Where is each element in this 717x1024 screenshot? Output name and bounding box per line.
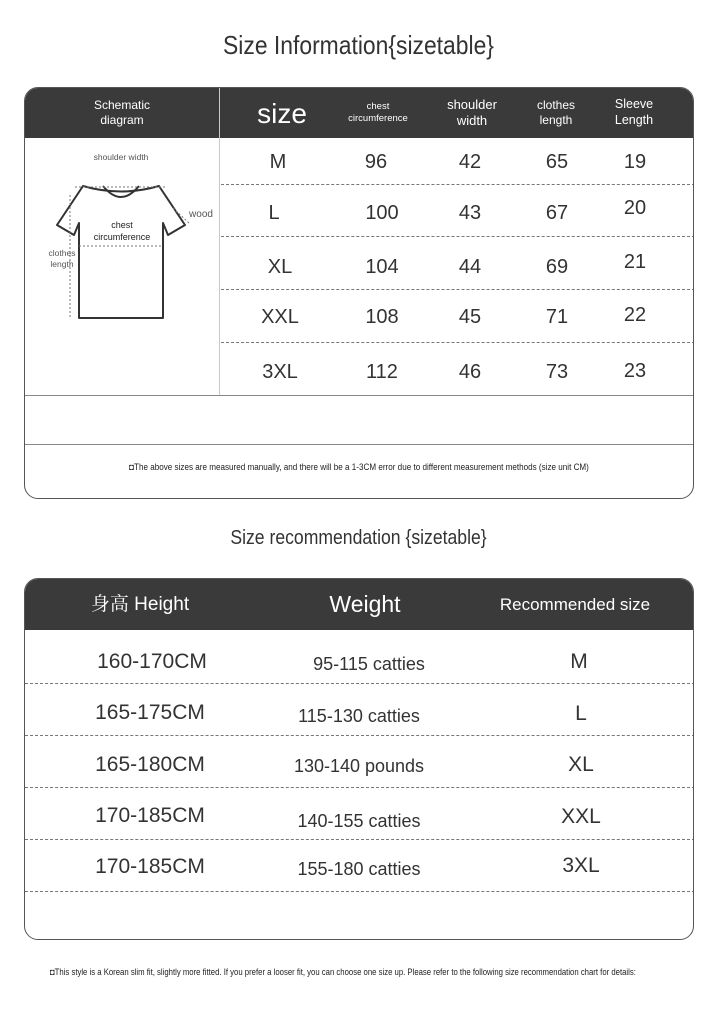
cell-height: 165-180CM bbox=[95, 753, 205, 776]
cell-size: M bbox=[269, 151, 287, 173]
cell-height: 170-185CM bbox=[95, 804, 205, 827]
cell-weight: 115-130 catties bbox=[298, 706, 420, 726]
row-divider bbox=[221, 184, 694, 185]
cell-length: 67 bbox=[545, 202, 569, 224]
header-chest: chest circumference bbox=[348, 101, 408, 124]
cell-recommended-size: L bbox=[575, 702, 587, 725]
cell-sleeve: 21 bbox=[623, 251, 647, 273]
cell-chest: 108 bbox=[365, 306, 399, 328]
cell-length: 65 bbox=[545, 151, 569, 173]
cell-recommended-size: 3XL bbox=[562, 854, 600, 877]
size-table-header bbox=[25, 88, 693, 138]
cell-sleeve: 23 bbox=[623, 360, 647, 382]
cell-height: 160-170CM bbox=[97, 650, 207, 673]
table-divider bbox=[25, 444, 693, 445]
cell-shoulder: 45 bbox=[458, 306, 482, 328]
diagram-label-sleeve: wood bbox=[189, 209, 213, 220]
cell-recommended-size: XXL bbox=[561, 805, 601, 828]
diagram-label-shoulder: shoulder width bbox=[93, 152, 149, 162]
header-schematic: Schematic diagram bbox=[93, 98, 151, 127]
cell-height: 165-175CM bbox=[95, 701, 205, 724]
diagram-label-length: clothes length bbox=[48, 248, 76, 270]
tshirt-icon bbox=[25, 173, 219, 373]
row-divider bbox=[25, 839, 694, 840]
header-sleeve: Sleeve Length bbox=[614, 97, 654, 127]
cell-weight: 155-180 catties bbox=[297, 859, 421, 879]
header-length: clothes length bbox=[536, 98, 576, 127]
cell-sleeve: 19 bbox=[623, 151, 647, 173]
cell-chest: 112 bbox=[366, 361, 398, 383]
cell-length: 73 bbox=[545, 361, 569, 383]
fit-note: ◘This style is a Korean slim fit, slightly more fitted. If you prefer a looser fit, you can choose one size up. Please refer to the following size recommendation chart for details: bbox=[50, 967, 636, 977]
row-divider bbox=[221, 342, 694, 343]
cell-size: XXL bbox=[261, 306, 299, 328]
header-size: size bbox=[257, 97, 307, 129]
cell-size: XL bbox=[267, 256, 293, 278]
size-information-table bbox=[24, 87, 694, 499]
cell-shoulder: 46 bbox=[458, 361, 482, 383]
row-divider bbox=[25, 683, 694, 684]
cell-shoulder: 42 bbox=[458, 151, 482, 173]
measurement-note: ◘The above sizes are measured manually, and there will be a 1-3CM error due to different measurement methods (size unit CM) bbox=[129, 462, 589, 472]
column-separator bbox=[219, 88, 220, 395]
table-divider bbox=[25, 395, 693, 396]
header-height: 身高 Height bbox=[90, 593, 190, 615]
cell-shoulder: 43 bbox=[458, 202, 482, 224]
recommendation-header bbox=[25, 579, 693, 630]
row-divider bbox=[25, 735, 694, 736]
row-divider bbox=[25, 787, 694, 788]
cell-weight: 130-140 pounds bbox=[293, 756, 425, 776]
cell-recommended-size: XL bbox=[568, 753, 594, 776]
diagram-label-chest: chest circumference bbox=[93, 220, 151, 242]
cell-sleeve: 20 bbox=[623, 197, 647, 219]
cell-sleeve: 22 bbox=[623, 304, 647, 326]
cell-chest: 96 bbox=[364, 151, 388, 173]
row-divider bbox=[221, 236, 694, 237]
cell-shoulder: 44 bbox=[458, 256, 482, 278]
header-weight: Weight bbox=[329, 591, 401, 618]
size-information-title: Size Information{sizetable} bbox=[223, 30, 494, 60]
cell-weight: 95-115 catties bbox=[313, 654, 425, 674]
cell-length: 71 bbox=[545, 306, 569, 328]
cell-weight: 140-155 catties bbox=[297, 811, 421, 831]
cell-size: 3XL bbox=[262, 361, 298, 383]
row-divider bbox=[25, 891, 694, 892]
cell-length: 69 bbox=[545, 256, 569, 278]
cell-recommended-size: M bbox=[570, 650, 588, 673]
row-divider bbox=[221, 289, 694, 290]
size-recommendation-table bbox=[24, 578, 694, 940]
cell-chest: 104 bbox=[365, 256, 399, 278]
cell-size: L bbox=[268, 202, 280, 224]
cell-chest: 100 bbox=[365, 202, 399, 224]
schematic-diagram bbox=[25, 138, 219, 395]
header-shoulder: shoulder width bbox=[447, 96, 497, 128]
cell-height: 170-185CM bbox=[95, 855, 205, 878]
header-recommended-size: Recommended size bbox=[499, 594, 651, 614]
size-recommendation-title: Size recommendation {sizetable} bbox=[230, 527, 487, 549]
